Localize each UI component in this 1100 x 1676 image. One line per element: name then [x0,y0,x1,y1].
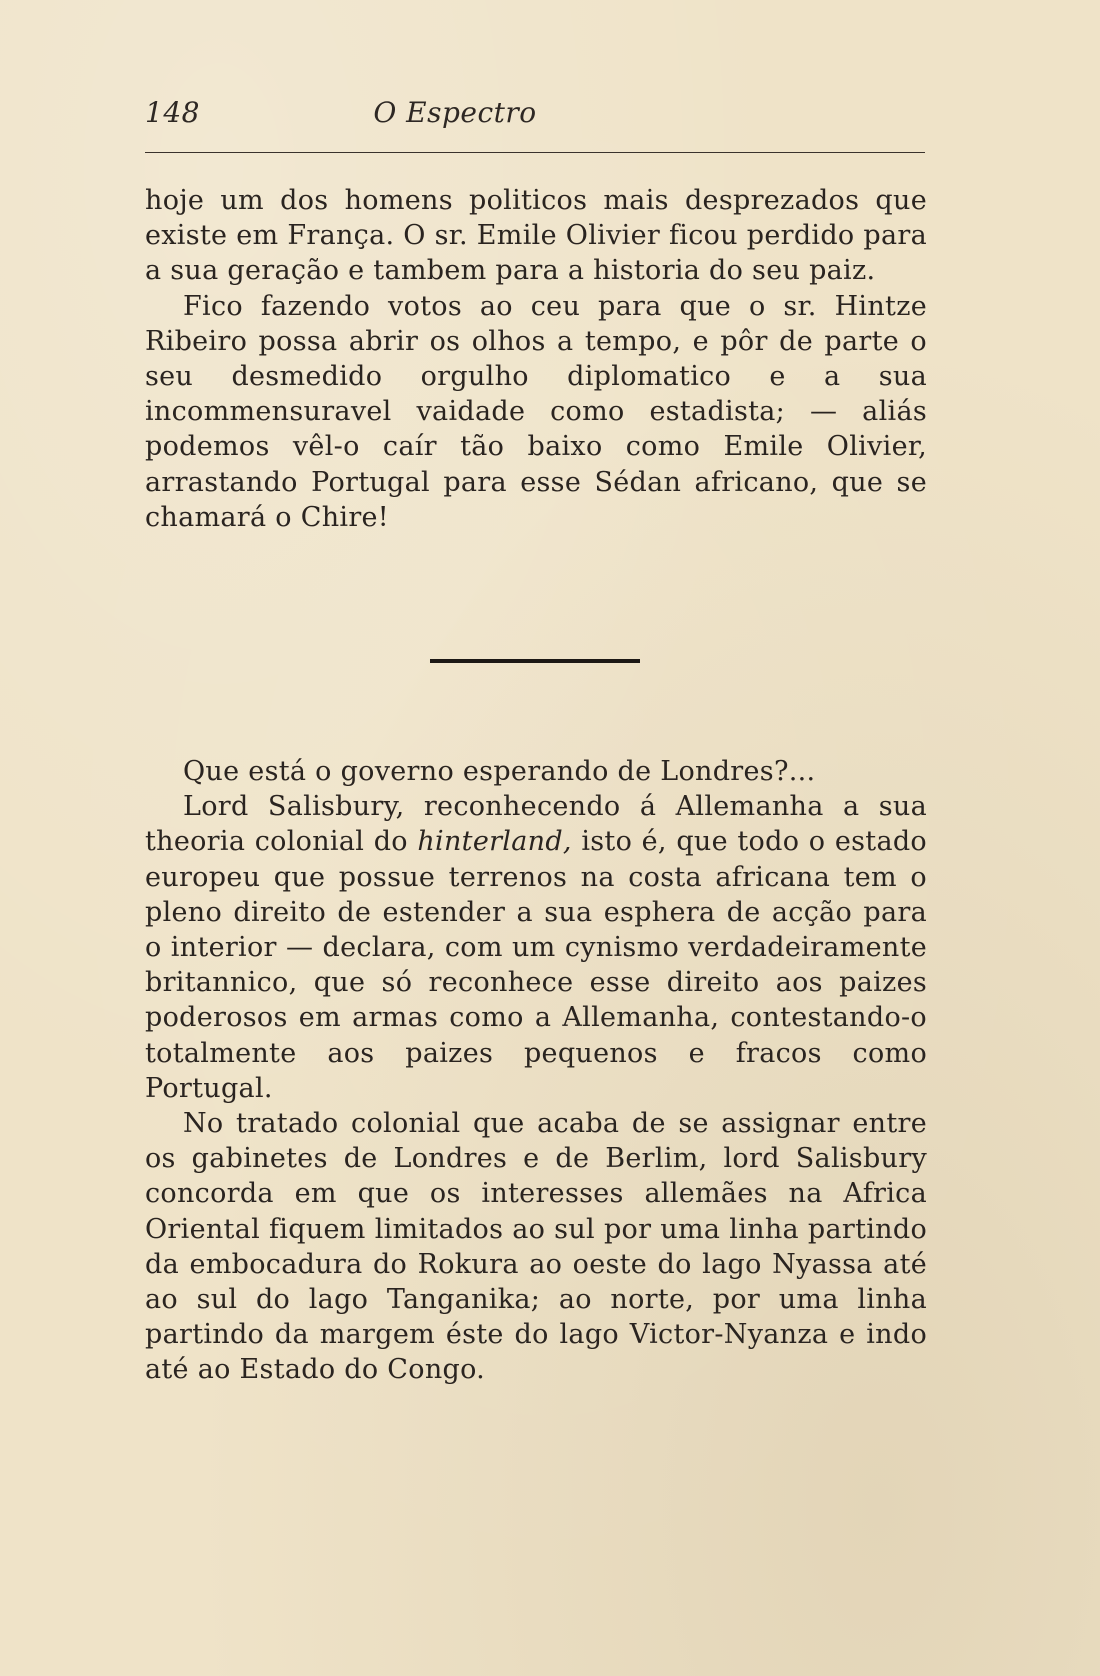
italic-term: hinterland, [417,826,572,858]
running-title: O Espectro [373,96,537,129]
header-rule [145,152,925,153]
paragraph: Que está o governo esperando de Londres?... [183,756,816,787]
paragraph-text: isto é, que todo o estado europeu que possue terrenos na costa africana tem o pleno direito de estender a sua esphera de acção para o interior — declara, com um cynismo verdadeiramente britannico, que só reconhece esse direito aos paizes poderosos em armas como a Allemanha, contestando-o totalmente aos paizes pequenos e fracos como Portugal. [145,826,927,1104]
paragraph: No tratado colonial que acaba de se assignar entre os gabinetes de Londres e de Berlim, lord Salisbury concorda em que os interesses allemães na Africa Oriental fiquem limitados ao sul por uma linha partindo da embocadura do Rokura ao oeste do lago Nyassa até ao sul do lago Tanganika; ao norte, por uma linha partindo da margem éste do lago Victor-Nyanza e indo até ao Estado do Congo. [145,1108,927,1386]
paragraph [145,789,927,1106]
section-one [145,183,927,535]
paragraph: hoje um dos homens politicos mais desprezados que existe em França. O sr. Emile Olivier ficou perdido para a sua geração e tambem para a historia do seu paiz. [145,185,927,287]
paragraph-text: Lord Salisbury, reconhecendo á Allemanha a sua theoria colonial do [145,791,927,858]
paragraph: Fico fazendo votos ao ceu para que o sr. Hintze Ribeiro possa abrir os olhos a tempo, e pôr de parte o seu desmedido orgulho diplomatico e a sua incommensuravel vaidade como estadista; — aliás podemos vêl-o caír tão baixo como Emile Olivier, arrastando Portugal para esse Sédan africano, que se chamará o Chire! [145,290,927,533]
running-head [145,96,925,136]
page-number: 148 [145,96,200,129]
section-two [145,754,927,1388]
section-divider [430,659,640,663]
